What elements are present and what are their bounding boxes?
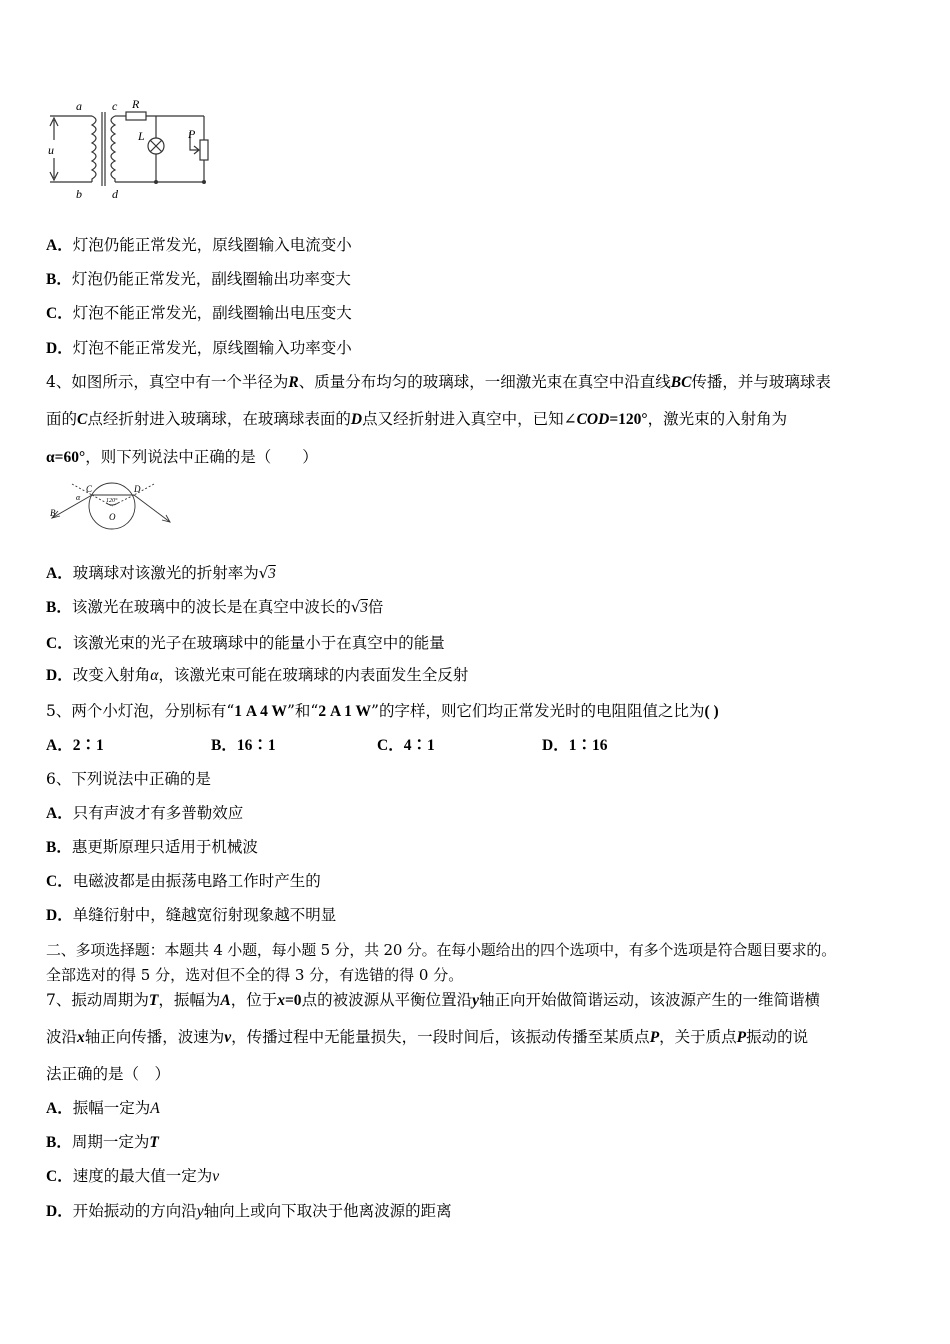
text: ，振幅为 (158, 991, 221, 1009)
q5-option-c (377, 735, 435, 756)
q5-option-d (542, 735, 607, 756)
q7-option-d (46, 1201, 452, 1222)
sqrt-symbol: √3 (258, 564, 276, 582)
option-text: 4∶1 (403, 737, 435, 754)
q5-option-a (46, 735, 104, 756)
label-P: P (188, 127, 196, 141)
text: 、质量分布均匀的玻璃球，一细激光束在真空中沿直线 (298, 373, 671, 391)
option-label: A． (46, 737, 73, 754)
option-label: B． (46, 1134, 72, 1151)
option-text: 2∶1 (72, 737, 104, 754)
option-text: 只有声波才有多普勒效应 (72, 804, 244, 822)
var-T: T (148, 992, 159, 1009)
option-text: 灯泡仍能正常发光，副线圈输出功率变大 (71, 270, 351, 288)
text: 轴正向传播，波速为 (84, 1028, 225, 1046)
q6-option-b (46, 837, 258, 858)
q3-option-a (46, 235, 352, 256)
q6-stem: 6、下列说法中正确的是 (46, 770, 211, 788)
q4-option-a (46, 563, 276, 584)
option-label: B． (46, 599, 72, 616)
option-text: ，该激光束可能在玻璃球的内表面发生全反射 (158, 666, 469, 684)
option-label: B． (46, 839, 72, 856)
text: ，则下列说法中正确的是（ ） (85, 448, 318, 466)
q7-stem-line2 (46, 1027, 808, 1048)
section2-header-line1: 二、多项选择题：本题共 4 小题，每小题 5 分，共 20 分。在每小题给出的四个选项中，有多个选项是符合题目要求的。 (46, 941, 836, 959)
option-text: 16∶1 (236, 737, 276, 754)
option-label: D． (46, 340, 73, 357)
text: ”的字样，则它们均正常发光时的电阻阻值之比为 (371, 702, 705, 720)
option-label: D． (46, 667, 73, 684)
label-B: B (50, 508, 56, 518)
option-text: 速度的最大值一定为 (72, 1167, 213, 1185)
var-v: v (224, 1029, 232, 1046)
option-label: A． (46, 805, 73, 822)
label-C: C (86, 484, 93, 494)
q5-option-b (211, 735, 276, 756)
text: ，传播过程中无能量损失，一段时间后，该振动传播至某质点 (231, 1028, 650, 1046)
option-label: C． (46, 305, 73, 322)
text: 点的被波源从平衡位置沿 (301, 991, 473, 1009)
option-label: A． (46, 237, 73, 254)
label-u: u (48, 143, 54, 157)
sqrt-radicand: 3 (268, 566, 276, 582)
var-A: A (150, 1100, 160, 1117)
position-value: =0 (284, 992, 302, 1009)
var-P: P (736, 1029, 747, 1046)
text: 波沿 (46, 1028, 78, 1046)
option-label: C． (46, 1168, 73, 1185)
section2-header-line2: 全部选对的得 5 分，选对但不全的得 3 分，有选错的得 0 分。 (46, 966, 464, 984)
text: 轴正向开始做简谐运动，该波源产生的一维简谐横 (478, 991, 820, 1009)
q7-option-a (46, 1098, 160, 1119)
label-D: D (134, 484, 141, 494)
alpha-value: α=60° (46, 449, 86, 466)
q7-option-b (46, 1132, 159, 1153)
label-c: c (112, 99, 118, 113)
var-x: x (77, 1029, 85, 1046)
text: 7、振动周期为 (46, 991, 149, 1009)
answer-blank: ( ) (704, 703, 719, 720)
var-D: D (350, 411, 363, 428)
label-a: a (76, 99, 82, 113)
text: 传播，并与玻璃球表 (691, 373, 831, 391)
var-R: R (288, 374, 299, 391)
q5-stem (46, 701, 719, 722)
option-text: 灯泡仍能正常发光，原线圈输入电流变小 (72, 236, 352, 254)
option-text: 倍 (367, 598, 384, 616)
option-text: 玻璃球对该激光的折射率为 (72, 564, 259, 582)
var-T: T (149, 1134, 159, 1151)
var-alpha: α (150, 667, 159, 684)
option-text: 开始振动的方向沿 (72, 1202, 197, 1220)
label-alpha: α (76, 493, 81, 502)
option-text: 灯泡不能正常发光，副线圈输出电压变大 (72, 304, 352, 322)
label-d: d (112, 187, 118, 201)
q4-option-b (46, 597, 383, 618)
q4-stem-line1 (46, 372, 831, 393)
option-label: D． (542, 737, 569, 754)
option-text: 电磁波都是由振荡电路工作时产生的 (72, 872, 321, 890)
text: ，激光束的入射角为 (647, 410, 788, 428)
q4-option-c (46, 633, 445, 654)
lamp-spec-2: 2 A 1 W (318, 703, 372, 720)
text: 4、如图所示，真空中有一个半径为 (46, 373, 289, 391)
q3-option-c (46, 303, 352, 324)
option-text: 灯泡不能正常发光，原线圈输入功率变小 (72, 339, 352, 357)
text: ，关于质点 (659, 1028, 737, 1046)
var-y: y (196, 1203, 204, 1220)
q6-option-c (46, 871, 321, 892)
option-text: 周期一定为 (71, 1133, 150, 1151)
label-angle: 120° (106, 498, 118, 504)
option-label: A． (46, 1100, 73, 1117)
q4-stem-line2 (46, 409, 787, 430)
option-label: C． (46, 873, 73, 890)
text: 振动的说 (746, 1028, 809, 1046)
option-label: C． (46, 635, 73, 652)
q6-option-a (46, 803, 243, 824)
option-text: 1∶16 (568, 737, 608, 754)
q3-option-b (46, 269, 351, 290)
label-O: O (109, 512, 116, 522)
transformer-circuit-figure (40, 96, 220, 202)
var-BC: BC (670, 374, 692, 391)
q4-option-d (46, 665, 468, 686)
lamp-spec-1: 1 A 4 W (234, 703, 287, 720)
sqrt-radicand: 3 (360, 600, 368, 616)
var-P: P (649, 1029, 660, 1046)
text: 点经折射进入玻璃球，在玻璃球表面的 (87, 410, 351, 428)
option-text: 该激光在玻璃中的波长是在真空中波长的 (71, 598, 351, 616)
option-text: 轴向上或向下取决于他离波源的距离 (203, 1202, 452, 1220)
option-text: 惠更斯原理只适用于机械波 (71, 838, 258, 856)
q7-stem-line1 (46, 990, 820, 1011)
text: ”和“ (286, 702, 319, 720)
option-text: 单缝衍射中，缝越宽衍射现象越不明显 (72, 906, 337, 924)
text: 面的 (46, 410, 78, 428)
option-text: 改变入射角 (72, 666, 151, 684)
var-A: A (220, 992, 231, 1009)
sqrt-symbol: √3 (350, 598, 368, 616)
text: ，位于 (230, 991, 278, 1009)
label-L: L (138, 129, 145, 143)
var-COD: COD (576, 411, 610, 428)
glass-sphere-figure (46, 480, 176, 532)
option-label: D． (46, 1203, 73, 1220)
option-label: C． (377, 737, 404, 754)
q6-option-d (46, 905, 336, 926)
option-label: A． (46, 565, 73, 582)
option-label: B． (46, 271, 72, 288)
option-text: 振幅一定为 (72, 1099, 151, 1117)
var-y: y (472, 992, 479, 1009)
q7-stem-line3: 法正确的是（ ） (46, 1065, 171, 1083)
var-C: C (77, 411, 88, 428)
label-R: R (132, 97, 140, 111)
angle-value: =120° (609, 411, 648, 428)
option-label: D． (46, 907, 73, 924)
text: 5、两个小灯泡，分别标有“ (46, 702, 235, 720)
var-x: x (277, 992, 285, 1009)
option-text: 该激光束的光子在玻璃球中的能量小于在真空中的能量 (72, 634, 445, 652)
var-v: v (212, 1168, 220, 1185)
text: 点又经折射进入真空中，已知∠ (362, 410, 577, 428)
label-b: b (76, 187, 82, 201)
option-label: B． (211, 737, 237, 754)
q4-stem-line3 (46, 447, 318, 468)
q3-option-d (46, 338, 352, 359)
q7-option-c (46, 1166, 219, 1187)
